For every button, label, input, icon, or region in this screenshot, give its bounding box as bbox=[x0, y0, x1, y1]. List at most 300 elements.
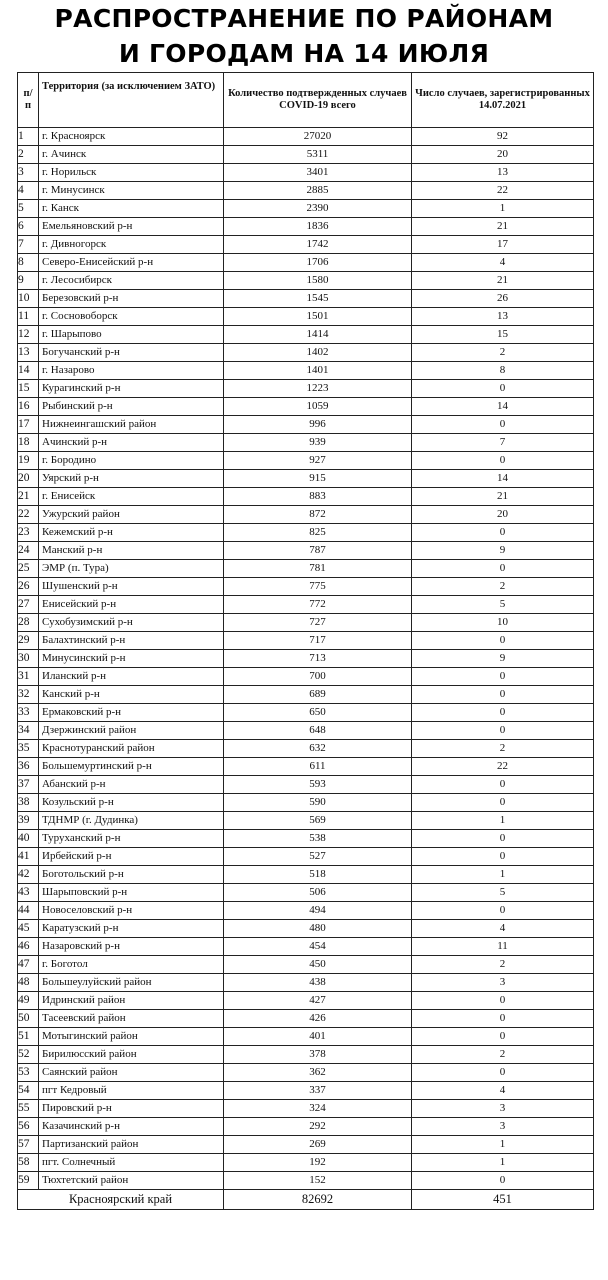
row-total-cases: 378 bbox=[224, 1046, 412, 1064]
row-number: 27 bbox=[18, 596, 39, 614]
row-new-cases: 5 bbox=[412, 884, 594, 902]
row-new-cases: 0 bbox=[412, 776, 594, 794]
row-territory: Мотыгинский район bbox=[39, 1028, 224, 1046]
row-new-cases: 14 bbox=[412, 470, 594, 488]
row-number: 35 bbox=[18, 740, 39, 758]
row-number: 4 bbox=[18, 182, 39, 200]
row-total-cases: 324 bbox=[224, 1100, 412, 1118]
row-number: 31 bbox=[18, 668, 39, 686]
table-row bbox=[18, 1118, 594, 1136]
table-row bbox=[18, 182, 594, 200]
row-total-cases: 5311 bbox=[224, 146, 412, 164]
row-number: 54 bbox=[18, 1082, 39, 1100]
row-territory: Козульский р-н bbox=[39, 794, 224, 812]
row-new-cases: 2 bbox=[412, 578, 594, 596]
table-row bbox=[18, 596, 594, 614]
row-new-cases: 4 bbox=[412, 920, 594, 938]
row-territory: г. Боготол bbox=[39, 956, 224, 974]
row-territory: ТДНМР (г. Дудинка) bbox=[39, 812, 224, 830]
table-row bbox=[18, 398, 594, 416]
table-row bbox=[18, 200, 594, 218]
row-total-cases: 772 bbox=[224, 596, 412, 614]
row-territory: Идринский район bbox=[39, 992, 224, 1010]
row-total-cases: 713 bbox=[224, 650, 412, 668]
row-number: 45 bbox=[18, 920, 39, 938]
row-new-cases: 1 bbox=[412, 866, 594, 884]
row-new-cases: 4 bbox=[412, 254, 594, 272]
row-new-cases: 10 bbox=[412, 614, 594, 632]
row-total-cases: 611 bbox=[224, 758, 412, 776]
row-number: 22 bbox=[18, 506, 39, 524]
row-territory: Тюхтетский район bbox=[39, 1172, 224, 1190]
row-total-cases: 292 bbox=[224, 1118, 412, 1136]
row-territory: пгт Кедровый bbox=[39, 1082, 224, 1100]
table-row bbox=[18, 722, 594, 740]
table-row bbox=[18, 236, 594, 254]
row-number: 55 bbox=[18, 1100, 39, 1118]
row-territory: Иланский р-н bbox=[39, 668, 224, 686]
row-total-cases: 939 bbox=[224, 434, 412, 452]
row-total-cases: 632 bbox=[224, 740, 412, 758]
table-row bbox=[18, 146, 594, 164]
row-number: 6 bbox=[18, 218, 39, 236]
table-row bbox=[18, 524, 594, 542]
row-total-cases: 337 bbox=[224, 1082, 412, 1100]
row-total-cases: 494 bbox=[224, 902, 412, 920]
row-number: 33 bbox=[18, 704, 39, 722]
row-territory: Назаровский р-н bbox=[39, 938, 224, 956]
row-new-cases: 0 bbox=[412, 380, 594, 398]
row-total-cases: 650 bbox=[224, 704, 412, 722]
row-territory: г. Минусинск bbox=[39, 182, 224, 200]
table-row bbox=[18, 794, 594, 812]
row-total-cases: 1059 bbox=[224, 398, 412, 416]
row-territory: Партизанский район bbox=[39, 1136, 224, 1154]
row-new-cases: 26 bbox=[412, 290, 594, 308]
row-territory: г. Енисейск bbox=[39, 488, 224, 506]
row-territory: Шушенский р-н bbox=[39, 578, 224, 596]
row-territory: Шарыповский р-н bbox=[39, 884, 224, 902]
table-row bbox=[18, 1172, 594, 1190]
row-total-cases: 775 bbox=[224, 578, 412, 596]
row-number: 44 bbox=[18, 902, 39, 920]
row-number: 20 bbox=[18, 470, 39, 488]
table-row bbox=[18, 128, 594, 146]
table-row bbox=[18, 776, 594, 794]
row-total-cases: 593 bbox=[224, 776, 412, 794]
row-territory: Саянский район bbox=[39, 1064, 224, 1082]
row-new-cases: 2 bbox=[412, 956, 594, 974]
total-all-cases: 82692 bbox=[224, 1190, 412, 1210]
table-row bbox=[18, 344, 594, 362]
row-new-cases: 4 bbox=[412, 1082, 594, 1100]
row-number: 47 bbox=[18, 956, 39, 974]
row-new-cases: 0 bbox=[412, 830, 594, 848]
row-number: 41 bbox=[18, 848, 39, 866]
table-row bbox=[18, 938, 594, 956]
row-total-cases: 192 bbox=[224, 1154, 412, 1172]
row-new-cases: 0 bbox=[412, 902, 594, 920]
row-territory: Манский р-н bbox=[39, 542, 224, 560]
row-total-cases: 872 bbox=[224, 506, 412, 524]
row-number: 5 bbox=[18, 200, 39, 218]
row-territory: Пировский р-н bbox=[39, 1100, 224, 1118]
row-new-cases: 3 bbox=[412, 1118, 594, 1136]
row-new-cases: 1 bbox=[412, 1136, 594, 1154]
row-territory: Боготольский р-н bbox=[39, 866, 224, 884]
row-total-cases: 1501 bbox=[224, 308, 412, 326]
row-number: 7 bbox=[18, 236, 39, 254]
row-territory: Емельяновский р-н bbox=[39, 218, 224, 236]
row-number: 48 bbox=[18, 974, 39, 992]
table-row bbox=[18, 704, 594, 722]
row-total-cases: 1545 bbox=[224, 290, 412, 308]
row-total-cases: 689 bbox=[224, 686, 412, 704]
row-new-cases: 22 bbox=[412, 182, 594, 200]
table-row bbox=[18, 974, 594, 992]
row-territory: Дзержинский район bbox=[39, 722, 224, 740]
row-total-cases: 915 bbox=[224, 470, 412, 488]
row-territory: Бирилюсский район bbox=[39, 1046, 224, 1064]
row-number: 21 bbox=[18, 488, 39, 506]
row-number: 8 bbox=[18, 254, 39, 272]
row-number: 53 bbox=[18, 1064, 39, 1082]
row-new-cases: 2 bbox=[412, 1046, 594, 1064]
table-row bbox=[18, 740, 594, 758]
row-territory: Енисейский р-н bbox=[39, 596, 224, 614]
row-new-cases: 11 bbox=[412, 938, 594, 956]
row-new-cases: 2 bbox=[412, 740, 594, 758]
row-territory: г. Красноярск bbox=[39, 128, 224, 146]
row-number: 30 bbox=[18, 650, 39, 668]
row-number: 43 bbox=[18, 884, 39, 902]
row-territory: Северо-Енисейский р-н bbox=[39, 254, 224, 272]
row-new-cases: 0 bbox=[412, 1064, 594, 1082]
table-row bbox=[18, 308, 594, 326]
row-total-cases: 450 bbox=[224, 956, 412, 974]
row-total-cases: 996 bbox=[224, 416, 412, 434]
row-total-cases: 590 bbox=[224, 794, 412, 812]
row-total-cases: 27020 bbox=[224, 128, 412, 146]
row-number: 49 bbox=[18, 992, 39, 1010]
row-number: 29 bbox=[18, 632, 39, 650]
row-new-cases: 0 bbox=[412, 722, 594, 740]
table-row bbox=[18, 362, 594, 380]
row-total-cases: 1223 bbox=[224, 380, 412, 398]
table-row bbox=[18, 254, 594, 272]
row-total-cases: 569 bbox=[224, 812, 412, 830]
row-territory: Канский р-н bbox=[39, 686, 224, 704]
table-row bbox=[18, 290, 594, 308]
row-new-cases: 0 bbox=[412, 848, 594, 866]
row-territory: Краснотуранский район bbox=[39, 740, 224, 758]
row-number: 28 bbox=[18, 614, 39, 632]
table-row bbox=[18, 488, 594, 506]
row-new-cases: 0 bbox=[412, 704, 594, 722]
row-number: 50 bbox=[18, 1010, 39, 1028]
row-territory: Тасеевский район bbox=[39, 1010, 224, 1028]
row-total-cases: 781 bbox=[224, 560, 412, 578]
row-new-cases: 0 bbox=[412, 452, 594, 470]
row-new-cases: 0 bbox=[412, 668, 594, 686]
row-new-cases: 20 bbox=[412, 506, 594, 524]
total-new-cases: 451 bbox=[412, 1190, 594, 1210]
row-new-cases: 7 bbox=[412, 434, 594, 452]
row-new-cases: 0 bbox=[412, 560, 594, 578]
row-territory: г. Шарыпово bbox=[39, 326, 224, 344]
header-territory: Территория (за исключением ЗАТО) bbox=[39, 73, 224, 128]
row-territory: Балахтинский р-н bbox=[39, 632, 224, 650]
row-number: 25 bbox=[18, 560, 39, 578]
total-label: Красноярский край bbox=[18, 1190, 224, 1210]
row-new-cases: 14 bbox=[412, 398, 594, 416]
row-total-cases: 362 bbox=[224, 1064, 412, 1082]
row-total-cases: 1402 bbox=[224, 344, 412, 362]
row-total-cases: 883 bbox=[224, 488, 412, 506]
row-territory: г. Дивногорск bbox=[39, 236, 224, 254]
table-row bbox=[18, 470, 594, 488]
row-number: 10 bbox=[18, 290, 39, 308]
row-territory: Сухобузимский р-н bbox=[39, 614, 224, 632]
row-number: 58 bbox=[18, 1154, 39, 1172]
row-number: 17 bbox=[18, 416, 39, 434]
row-number: 1 bbox=[18, 128, 39, 146]
table-row bbox=[18, 1064, 594, 1082]
row-total-cases: 506 bbox=[224, 884, 412, 902]
row-total-cases: 787 bbox=[224, 542, 412, 560]
row-total-cases: 1414 bbox=[224, 326, 412, 344]
row-new-cases: 3 bbox=[412, 974, 594, 992]
row-number: 3 bbox=[18, 164, 39, 182]
row-number: 34 bbox=[18, 722, 39, 740]
row-total-cases: 700 bbox=[224, 668, 412, 686]
row-new-cases: 3 bbox=[412, 1100, 594, 1118]
row-total-cases: 1706 bbox=[224, 254, 412, 272]
row-number: 36 bbox=[18, 758, 39, 776]
table-row bbox=[18, 416, 594, 434]
row-new-cases: 2 bbox=[412, 344, 594, 362]
row-number: 12 bbox=[18, 326, 39, 344]
row-new-cases: 13 bbox=[412, 308, 594, 326]
table-row bbox=[18, 506, 594, 524]
row-new-cases: 15 bbox=[412, 326, 594, 344]
row-total-cases: 454 bbox=[224, 938, 412, 956]
row-new-cases: 9 bbox=[412, 542, 594, 560]
row-new-cases: 5 bbox=[412, 596, 594, 614]
table-row bbox=[18, 380, 594, 398]
table-row bbox=[18, 1028, 594, 1046]
row-territory: Минусинский р-н bbox=[39, 650, 224, 668]
row-territory: Нижнеингашский район bbox=[39, 416, 224, 434]
row-new-cases: 0 bbox=[412, 1028, 594, 1046]
row-territory: Абанский р-н bbox=[39, 776, 224, 794]
header-row bbox=[18, 73, 594, 128]
row-territory: Курагинский р-н bbox=[39, 380, 224, 398]
table-row bbox=[18, 920, 594, 938]
table-row bbox=[18, 956, 594, 974]
table-row bbox=[18, 542, 594, 560]
row-total-cases: 1836 bbox=[224, 218, 412, 236]
table-row bbox=[18, 1010, 594, 1028]
table-row bbox=[18, 758, 594, 776]
row-total-cases: 518 bbox=[224, 866, 412, 884]
row-total-cases: 527 bbox=[224, 848, 412, 866]
row-number: 24 bbox=[18, 542, 39, 560]
row-number: 23 bbox=[18, 524, 39, 542]
row-territory: Кежемский р-н bbox=[39, 524, 224, 542]
table-row bbox=[18, 614, 594, 632]
row-territory: г. Лесосибирск bbox=[39, 272, 224, 290]
row-new-cases: 92 bbox=[412, 128, 594, 146]
row-new-cases: 21 bbox=[412, 218, 594, 236]
table-row bbox=[18, 1154, 594, 1172]
table-row bbox=[18, 1136, 594, 1154]
row-new-cases: 0 bbox=[412, 524, 594, 542]
row-number: 15 bbox=[18, 380, 39, 398]
header-total-cases: Количество подтвержденных случаев COVID-19 всего bbox=[224, 73, 412, 128]
table-row bbox=[18, 560, 594, 578]
row-number: 18 bbox=[18, 434, 39, 452]
table-row bbox=[18, 830, 594, 848]
row-number: 42 bbox=[18, 866, 39, 884]
row-new-cases: 20 bbox=[412, 146, 594, 164]
row-territory: Большемуртинский р-н bbox=[39, 758, 224, 776]
table-row bbox=[18, 848, 594, 866]
table-row bbox=[18, 452, 594, 470]
row-new-cases: 0 bbox=[412, 992, 594, 1010]
table-row bbox=[18, 866, 594, 884]
row-number: 26 bbox=[18, 578, 39, 596]
table-row bbox=[18, 326, 594, 344]
row-territory: г. Бородино bbox=[39, 452, 224, 470]
row-new-cases: 0 bbox=[412, 1010, 594, 1028]
header-new-cases: Число случаев, зарегистрированных 14.07.2021 bbox=[412, 73, 594, 128]
row-total-cases: 1742 bbox=[224, 236, 412, 254]
row-new-cases: 0 bbox=[412, 686, 594, 704]
row-total-cases: 717 bbox=[224, 632, 412, 650]
row-total-cases: 426 bbox=[224, 1010, 412, 1028]
row-number: 51 bbox=[18, 1028, 39, 1046]
row-number: 46 bbox=[18, 938, 39, 956]
table-row bbox=[18, 884, 594, 902]
row-territory: Казачинский р-н bbox=[39, 1118, 224, 1136]
row-territory: Березовский р-н bbox=[39, 290, 224, 308]
row-territory: Ермаковский р-н bbox=[39, 704, 224, 722]
row-territory: г. Канск bbox=[39, 200, 224, 218]
row-total-cases: 825 bbox=[224, 524, 412, 542]
row-number: 11 bbox=[18, 308, 39, 326]
table-footer bbox=[18, 1190, 594, 1210]
covid-cases-table bbox=[17, 72, 594, 1210]
row-territory: пгт. Солнечный bbox=[39, 1154, 224, 1172]
table-row bbox=[18, 650, 594, 668]
table-row bbox=[18, 434, 594, 452]
table-header bbox=[18, 73, 594, 128]
table-row bbox=[18, 812, 594, 830]
row-number: 16 bbox=[18, 398, 39, 416]
row-number: 19 bbox=[18, 452, 39, 470]
row-number: 40 bbox=[18, 830, 39, 848]
row-territory: Новоселовский р-н bbox=[39, 902, 224, 920]
row-territory: г. Сосновоборск bbox=[39, 308, 224, 326]
table-row bbox=[18, 992, 594, 1010]
row-territory: г. Ачинск bbox=[39, 146, 224, 164]
header-number: п/п bbox=[18, 73, 39, 128]
row-new-cases: 21 bbox=[412, 488, 594, 506]
row-number: 57 bbox=[18, 1136, 39, 1154]
row-territory: ЭМР (п. Тура) bbox=[39, 560, 224, 578]
table-body bbox=[18, 128, 594, 1190]
row-total-cases: 1401 bbox=[224, 362, 412, 380]
row-territory: Туруханский р-н bbox=[39, 830, 224, 848]
row-total-cases: 2885 bbox=[224, 182, 412, 200]
row-number: 14 bbox=[18, 362, 39, 380]
table-row bbox=[18, 164, 594, 182]
row-new-cases: 0 bbox=[412, 416, 594, 434]
row-territory: Рыбинский р-н bbox=[39, 398, 224, 416]
row-total-cases: 438 bbox=[224, 974, 412, 992]
row-new-cases: 21 bbox=[412, 272, 594, 290]
row-territory: Ужурский район bbox=[39, 506, 224, 524]
row-number: 52 bbox=[18, 1046, 39, 1064]
row-territory: Большеулуйский район bbox=[39, 974, 224, 992]
page-title-line-2: И ГОРОДАМ НА 14 ИЮЛЯ bbox=[118, 39, 490, 68]
row-new-cases: 0 bbox=[412, 794, 594, 812]
row-number: 32 bbox=[18, 686, 39, 704]
table-row bbox=[18, 578, 594, 596]
row-territory: Ачинский р-н bbox=[39, 434, 224, 452]
table-row bbox=[18, 272, 594, 290]
row-territory: г. Норильск bbox=[39, 164, 224, 182]
row-number: 59 bbox=[18, 1172, 39, 1190]
row-new-cases: 0 bbox=[412, 1172, 594, 1190]
row-new-cases: 17 bbox=[412, 236, 594, 254]
row-new-cases: 1 bbox=[412, 812, 594, 830]
row-total-cases: 401 bbox=[224, 1028, 412, 1046]
row-territory: Ирбейский р-н bbox=[39, 848, 224, 866]
row-total-cases: 427 bbox=[224, 992, 412, 1010]
row-total-cases: 648 bbox=[224, 722, 412, 740]
row-total-cases: 269 bbox=[224, 1136, 412, 1154]
row-total-cases: 2390 bbox=[224, 200, 412, 218]
row-total-cases: 3401 bbox=[224, 164, 412, 182]
page-title-line-1: РАСПРОСТРАНЕНИЕ ПО РАЙОНАМ bbox=[54, 4, 554, 33]
row-number: 38 bbox=[18, 794, 39, 812]
row-new-cases: 0 bbox=[412, 632, 594, 650]
row-territory: Богучанский р-н bbox=[39, 344, 224, 362]
row-number: 39 bbox=[18, 812, 39, 830]
row-number: 56 bbox=[18, 1118, 39, 1136]
row-number: 9 bbox=[18, 272, 39, 290]
row-total-cases: 538 bbox=[224, 830, 412, 848]
table-row bbox=[18, 686, 594, 704]
row-new-cases: 9 bbox=[412, 650, 594, 668]
table-row bbox=[18, 1046, 594, 1064]
table-row bbox=[18, 218, 594, 236]
row-territory: г. Назарово bbox=[39, 362, 224, 380]
row-number: 37 bbox=[18, 776, 39, 794]
row-total-cases: 480 bbox=[224, 920, 412, 938]
row-number: 2 bbox=[18, 146, 39, 164]
table-row bbox=[18, 668, 594, 686]
row-territory: Уярский р-н bbox=[39, 470, 224, 488]
row-new-cases: 22 bbox=[412, 758, 594, 776]
table-row bbox=[18, 632, 594, 650]
row-total-cases: 927 bbox=[224, 452, 412, 470]
row-new-cases: 13 bbox=[412, 164, 594, 182]
row-total-cases: 152 bbox=[224, 1172, 412, 1190]
row-number: 13 bbox=[18, 344, 39, 362]
